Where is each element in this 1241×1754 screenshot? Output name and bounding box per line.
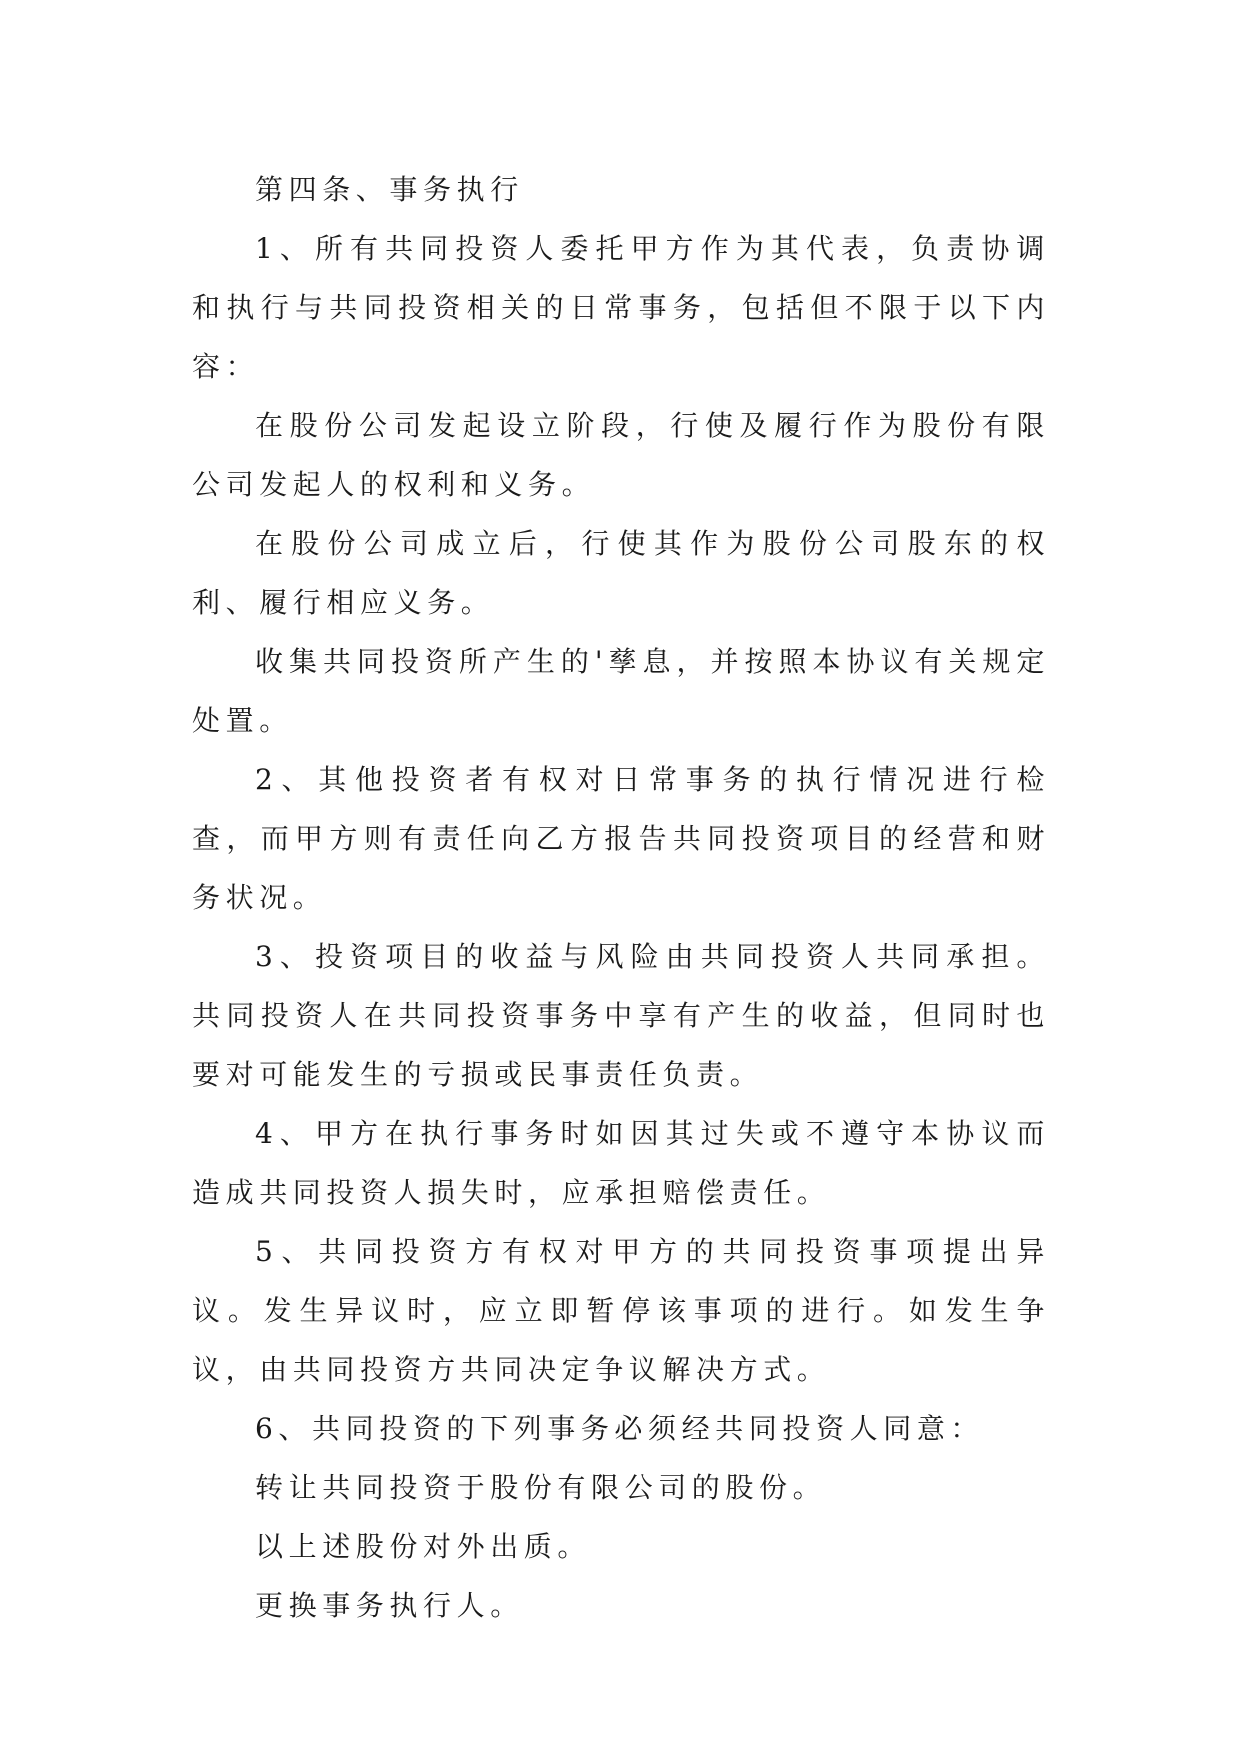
paragraph-item-6: 6、共同投资的下列事务必须经共同投资人同意： [255, 1412, 985, 1445]
section-heading: 第四条、事务执行 [255, 173, 524, 206]
paragraph-item-2: 2、其他投资者有权对日常事务的执行情况进行检查，而甲方则有责任向乙方报告共同投资项目的经营和财务状况。 [192, 763, 1050, 914]
paragraph-item-1a: 在股份公司发起设立阶段，行使及履行作为股份有限公司发起人的权利和义务。 [192, 409, 1050, 501]
document-body [192, 160, 1050, 1635]
paragraph-item-5: 5、共同投资方有权对甲方的共同投资事项提出异议。发生异议时，应立即暂停该事项的进行。如发生争议，由共同投资方共同决定争议解决方式。 [192, 1235, 1050, 1386]
paragraph-item-6b: 以上述股份对外出质。 [255, 1530, 592, 1563]
paragraph-item-6a: 转让共同投资于股份有限公司的股份。 [255, 1471, 827, 1504]
paragraph-item-1b: 在股份公司成立后，行使其作为股份公司股东的权利、履行相应义务。 [192, 527, 1050, 619]
paragraph-item-1c: 收集共同投资所产生的'孳息，并按照本协议有关规定处置。 [192, 645, 1050, 737]
paragraph-item-3: 3、投资项目的收益与风险由共同投资人共同承担。共同投资人在共同投资事务中享有产生的收益，但同时也要对可能发生的亏损或民事责任负责。 [192, 940, 1050, 1091]
paragraph-item-6c: 更换事务执行人。 [255, 1589, 524, 1622]
paragraph-item-4: 4、甲方在执行事务时如因其过失或不遵守本协议而造成共同投资人损失时，应承担赔偿责任。 [192, 1117, 1050, 1209]
paragraph-item-1: 1、所有共同投资人委托甲方作为其代表，负责协调和执行与共同投资相关的日常事务，包括但不限于以下内容： [192, 232, 1050, 383]
